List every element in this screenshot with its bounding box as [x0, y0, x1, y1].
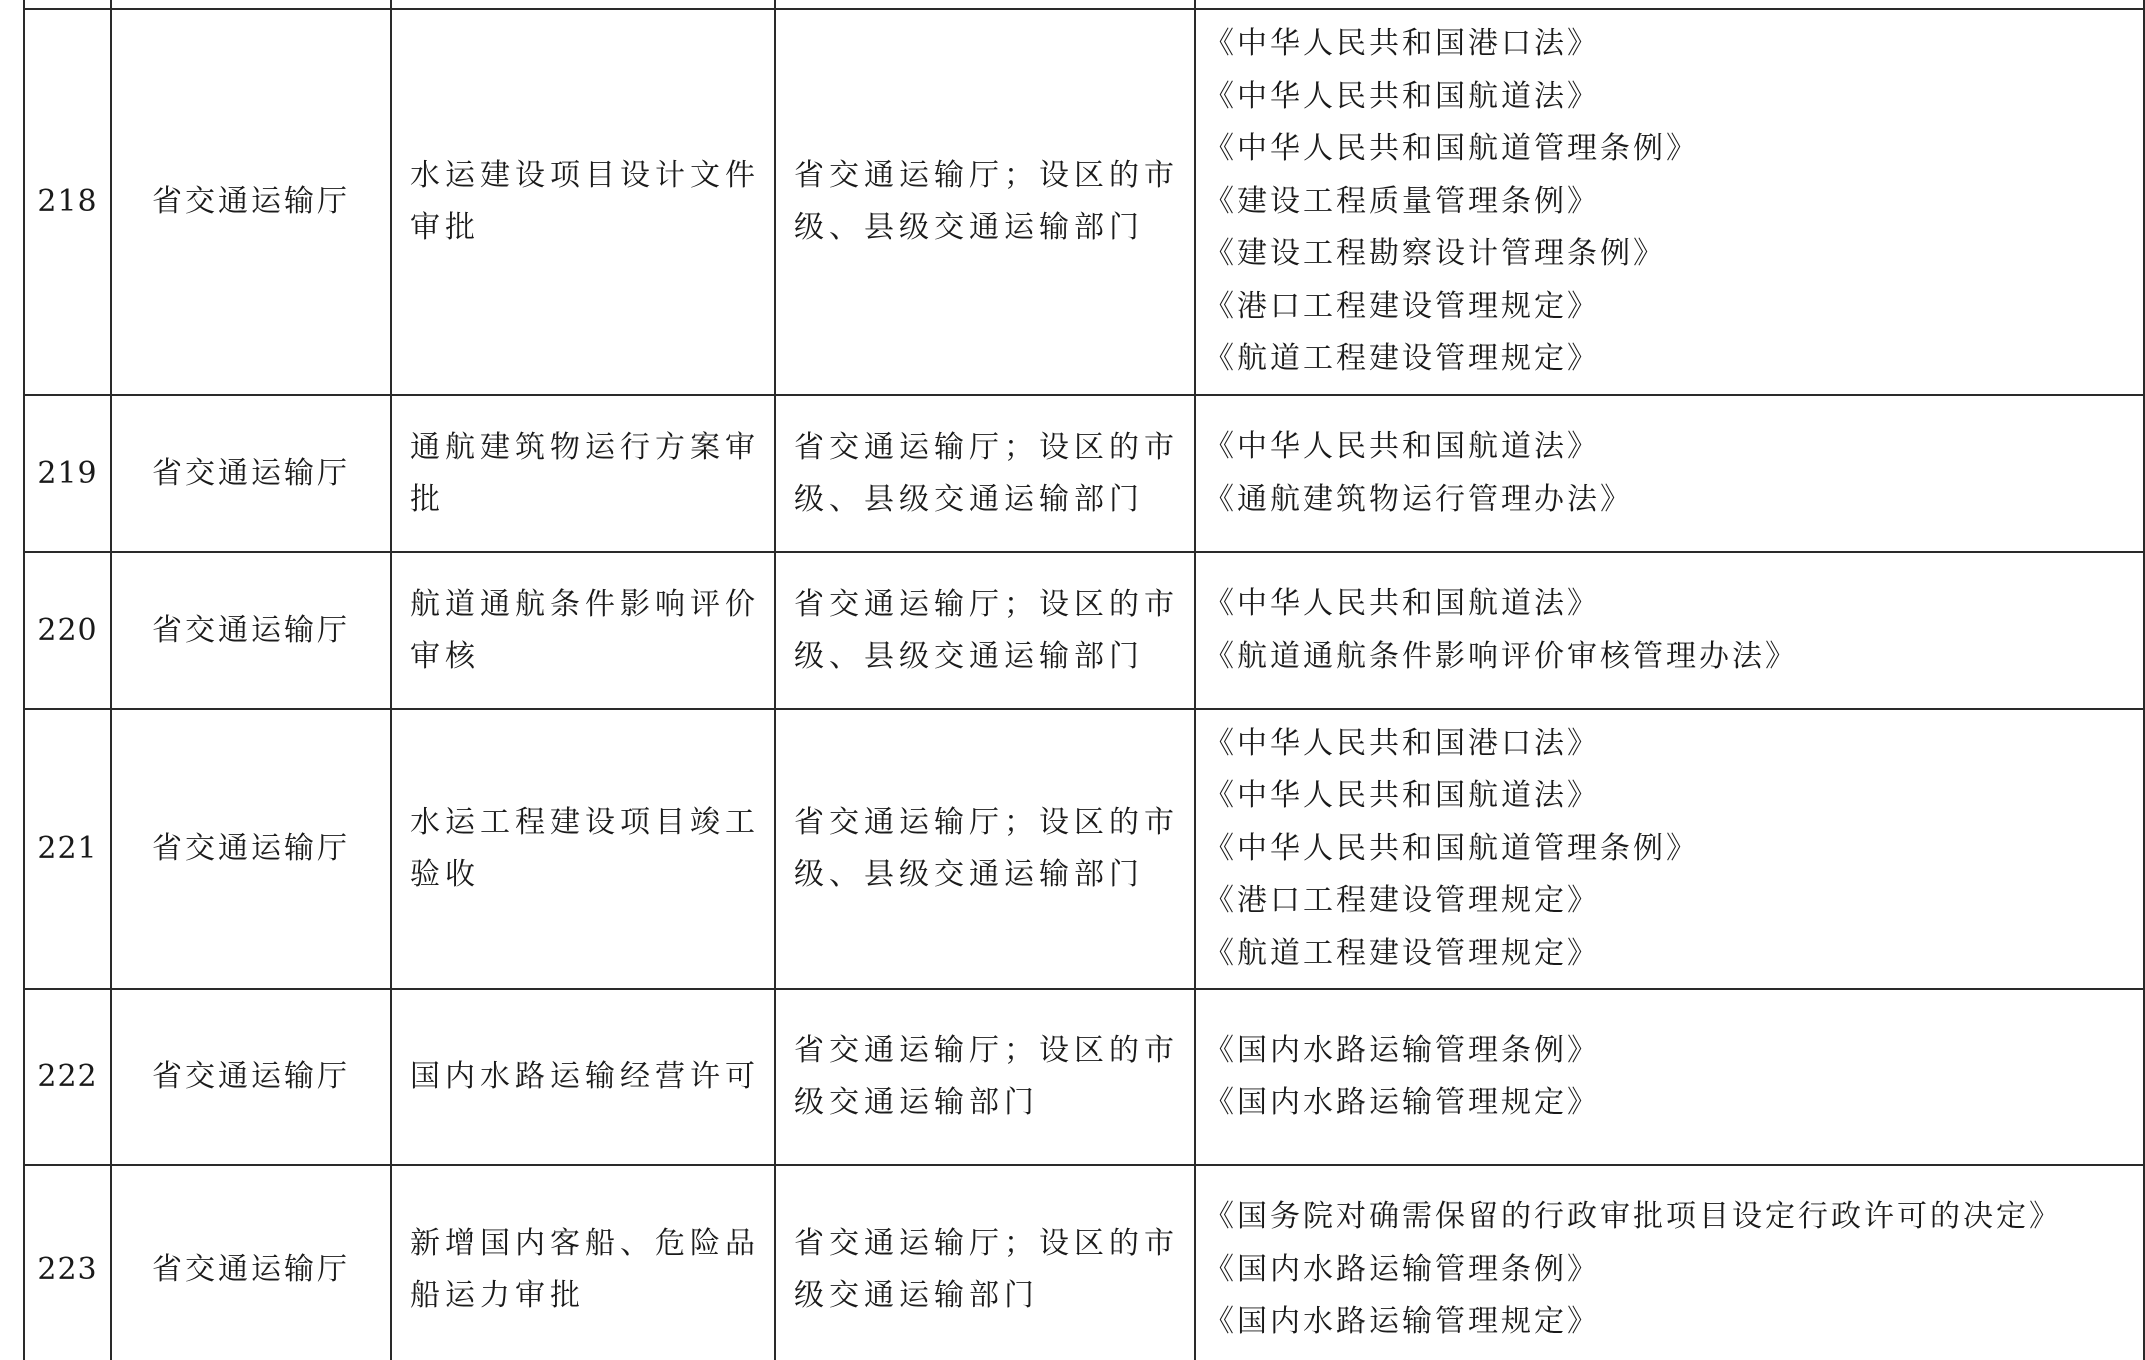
- legal-basis-item: 《中华人民共和国港口法》: [1204, 26, 1600, 62]
- department-cell: 省交通运输厅: [111, 989, 391, 1165]
- table-row: [24, 709, 2144, 989]
- table-row: [24, 9, 2144, 395]
- item-number-cell: 219: [24, 395, 111, 552]
- legal-basis-cell: [1195, 395, 2144, 552]
- department-cell: 省交通运输厅: [111, 552, 391, 709]
- implementing-body-cell: 省交通运输厅；设区的市级、县级交通运输部门: [775, 709, 1195, 989]
- table-row: [24, 552, 2144, 709]
- table-row: [24, 395, 2144, 552]
- legal-basis-cell: [1195, 9, 2144, 395]
- table-cell: [391, 0, 775, 9]
- approval-item-cell: 新增国内客船、危险品船运力审批: [391, 1165, 775, 1360]
- department-cell: 省交通运输厅: [111, 1165, 391, 1360]
- legal-basis-item: 《国内水路运输管理条例》: [1204, 1251, 1600, 1287]
- legal-basis-item: 《建设工程勘察设计管理条例》: [1204, 236, 1666, 272]
- department-cell: 省交通运输厅: [111, 709, 391, 989]
- item-number-cell: 218: [24, 9, 111, 395]
- legal-basis-item: 《建设工程质量管理条例》: [1204, 183, 1600, 219]
- legal-basis-item: 《中华人民共和国港口法》: [1204, 725, 1600, 761]
- previous-row-continuation: [24, 0, 2144, 9]
- item-number-cell: 220: [24, 552, 111, 709]
- legal-basis-item: 《国内水路运输管理条例》: [1204, 1032, 1600, 1068]
- legal-basis-cell: [1195, 552, 2144, 709]
- legal-basis-cell: [1195, 989, 2144, 1165]
- approval-item-cell: 水运工程建设项目竣工验收: [391, 709, 775, 989]
- approval-item-cell: 通航建筑物运行方案审批: [391, 395, 775, 552]
- table-row: [24, 989, 2144, 1165]
- table-row: [24, 1165, 2144, 1360]
- legal-basis-cell: [1195, 709, 2144, 989]
- implementing-body-cell: 省交通运输厅；设区的市级交通运输部门: [775, 1165, 1195, 1360]
- approval-items-table: [23, 0, 2145, 1360]
- legal-basis-item: 《航道通航条件影响评价审核管理办法》: [1204, 638, 1798, 674]
- legal-basis-item: 《中华人民共和国航道法》: [1204, 78, 1600, 114]
- table-cell: [775, 0, 1195, 9]
- approval-item-cell: 国内水路运输经营许可: [391, 989, 775, 1165]
- legal-basis-item: 《国内水路运输管理规定》: [1204, 1304, 1600, 1340]
- legal-basis-item: 《中华人民共和国航道法》: [1204, 429, 1600, 464]
- implementing-body-cell: 省交通运输厅；设区的市级、县级交通运输部门: [775, 9, 1195, 395]
- legal-basis-item: 《港口工程建设管理规定》: [1204, 288, 1600, 324]
- table-cell: [24, 0, 111, 9]
- item-number-cell: 223: [24, 1165, 111, 1360]
- implementing-body-cell: 省交通运输厅；设区的市级交通运输部门: [775, 989, 1195, 1165]
- legal-basis-item: 《国内水路运输管理规定》: [1204, 1085, 1600, 1120]
- table-cell: [111, 0, 391, 9]
- legal-basis-item: 《通航建筑物运行管理办法》: [1204, 481, 1633, 517]
- legal-basis-item: 《中华人民共和国航道管理条例》: [1204, 131, 1699, 167]
- legal-basis-item: 《中华人民共和国航道法》: [1204, 778, 1600, 814]
- legal-basis-item: 《航道工程建设管理规定》: [1204, 935, 1600, 971]
- item-number-cell: 221: [24, 709, 111, 989]
- table-cell: [1195, 0, 2144, 9]
- department-cell: 省交通运输厅: [111, 395, 391, 552]
- legal-basis-cell: [1195, 1165, 2144, 1360]
- item-number-cell: 222: [24, 989, 111, 1165]
- table-body: [24, 0, 2144, 1360]
- legal-basis-item: 《航道工程建设管理规定》: [1204, 341, 1600, 377]
- approval-item-cell: 水运建设项目设计文件审批: [391, 9, 775, 395]
- implementing-body-cell: 省交通运输厅；设区的市级、县级交通运输部门: [775, 395, 1195, 552]
- legal-basis-item: 《国务院对确需保留的行政审批项目设定行政许可的决定》: [1204, 1199, 2062, 1235]
- department-cell: 省交通运输厅: [111, 9, 391, 395]
- legal-basis-item: 《港口工程建设管理规定》: [1204, 883, 1600, 919]
- legal-basis-item: 《中华人民共和国航道法》: [1204, 586, 1600, 621]
- approval-item-cell: 航道通航条件影响评价审核: [391, 552, 775, 709]
- implementing-body-cell: 省交通运输厅；设区的市级、县级交通运输部门: [775, 552, 1195, 709]
- legal-basis-item: 《中华人民共和国航道管理条例》: [1204, 830, 1699, 866]
